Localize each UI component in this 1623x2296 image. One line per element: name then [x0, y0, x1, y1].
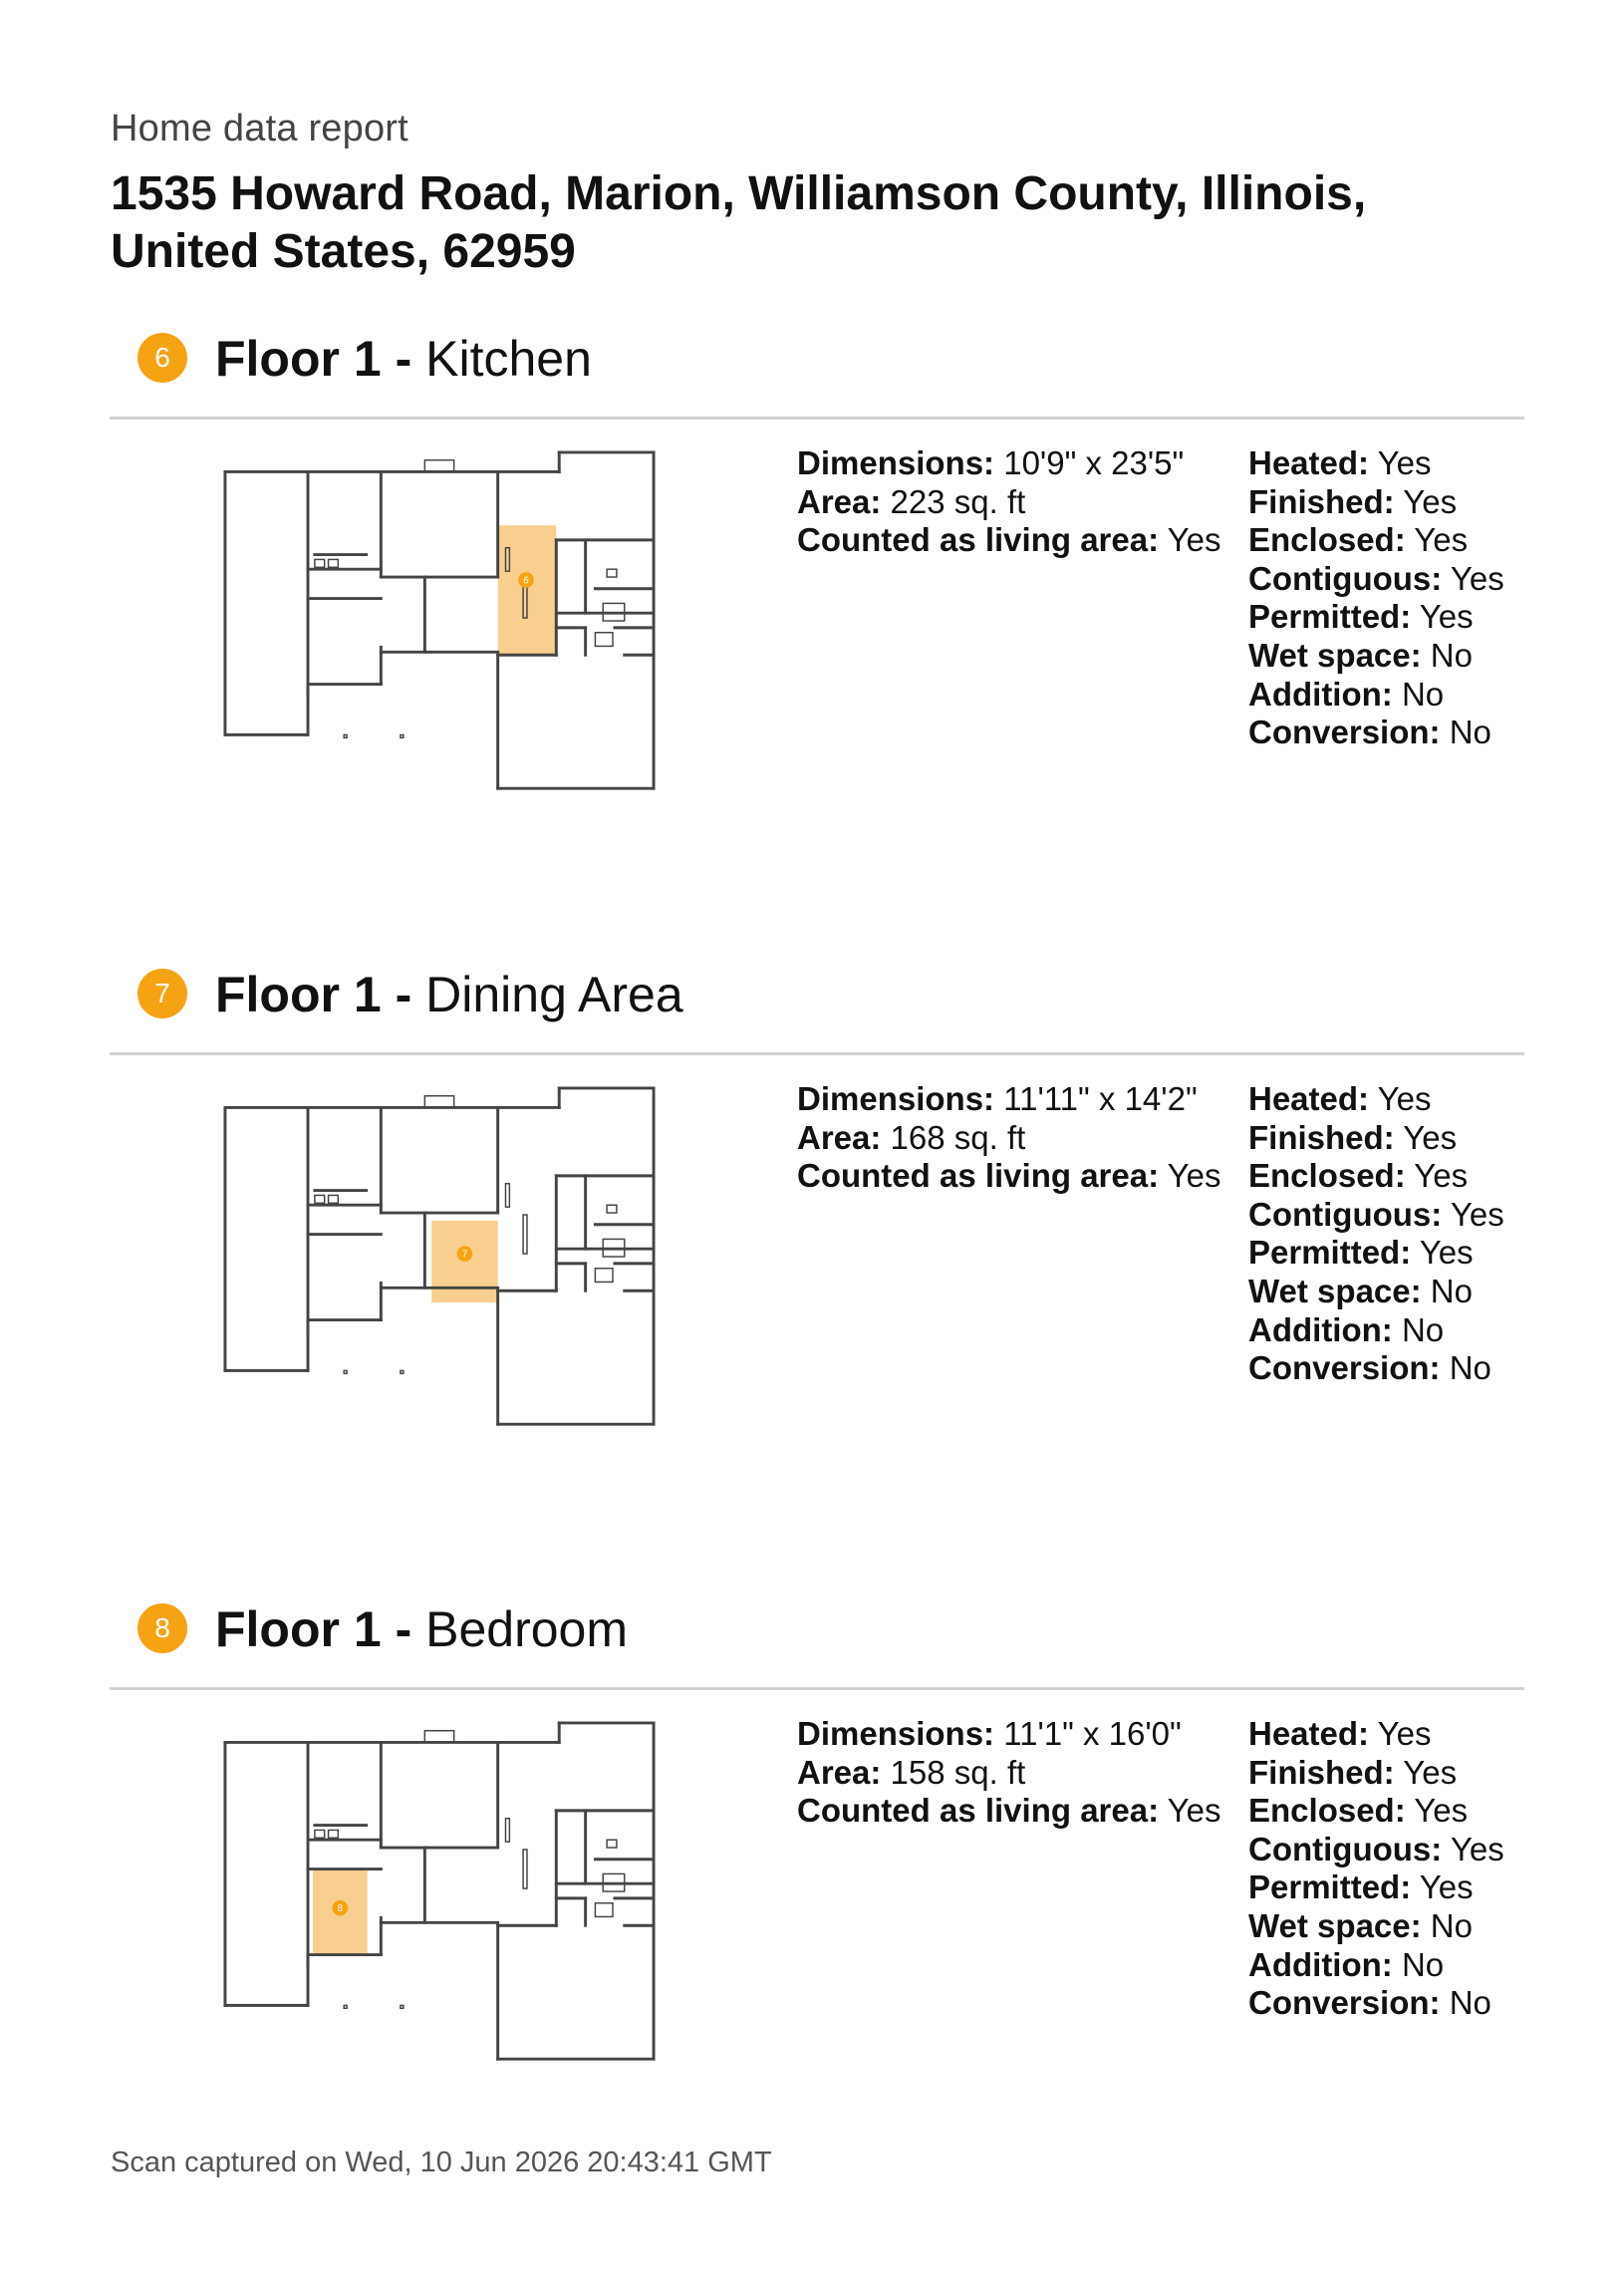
floor-plan	[221, 1084, 658, 1431]
fixture-mark	[315, 1830, 325, 1838]
room-floor: Floor 1	[215, 967, 382, 1022]
heated-value: Yes	[1377, 1715, 1432, 1752]
permitted-value: Yes	[1419, 1234, 1474, 1272]
fixture-mark	[505, 1819, 509, 1842]
addition-label: Addition:	[1248, 1945, 1393, 1983]
conversion-value: No	[1449, 714, 1491, 751]
fixture-mark	[401, 1370, 404, 1373]
contiguous-row	[1248, 1831, 1504, 1869]
room-section-dining-area	[0, 963, 1623, 1561]
enclosed-row	[1248, 1792, 1504, 1831]
enclosed-row	[1248, 521, 1504, 560]
fixture-mark	[344, 734, 347, 737]
living-area-value: Yes	[1167, 1792, 1221, 1830]
room-floor: Floor 1	[215, 331, 382, 387]
area-row	[797, 1119, 1221, 1158]
fixture-mark	[424, 1731, 453, 1743]
room-marker-label: 6	[523, 575, 529, 587]
fixture-mark	[607, 1840, 617, 1848]
room-marker-label: 8	[337, 1903, 344, 1915]
highlighted-room	[431, 1221, 497, 1302]
finished-row	[1248, 1754, 1504, 1793]
fixture-mark	[344, 2005, 347, 2008]
fixture-mark	[329, 1830, 339, 1838]
room-attributes	[1248, 1080, 1504, 1388]
room-marker-label: 7	[461, 1249, 468, 1261]
section-divider	[110, 1052, 1524, 1055]
wet-space-label: Wet space:	[1248, 636, 1422, 674]
permitted-row	[1248, 598, 1504, 637]
fixture-mark	[315, 559, 325, 567]
area-value: 158 sq. ft	[890, 1753, 1026, 1791]
wet-space-label: Wet space:	[1248, 1906, 1422, 1944]
dimensions-row	[797, 1715, 1221, 1754]
fixture-mark	[523, 1850, 527, 1888]
heated-label: Heated:	[1248, 1080, 1370, 1117]
conversion-row	[1248, 1349, 1504, 1388]
enclosed-value: Yes	[1414, 1792, 1469, 1830]
conversion-label: Conversion:	[1248, 714, 1441, 751]
fixture-mark	[505, 1184, 509, 1207]
area-row	[797, 483, 1221, 522]
finished-label: Finished:	[1248, 1118, 1395, 1156]
permitted-label: Permitted:	[1248, 1868, 1412, 1906]
dimensions-row	[797, 1080, 1221, 1119]
enclosed-label: Enclosed:	[1248, 521, 1406, 559]
title-separator: -	[381, 967, 426, 1022]
fixture-mark	[595, 1903, 613, 1917]
room-title	[215, 327, 592, 391]
living-area-label: Counted as living area:	[797, 1157, 1160, 1195]
area-value: 223 sq. ft	[890, 482, 1026, 520]
finished-label: Finished:	[1248, 482, 1395, 520]
fixture-mark	[595, 633, 613, 647]
permitted-row	[1248, 1234, 1504, 1273]
enclosed-label: Enclosed:	[1248, 1792, 1406, 1830]
contiguous-value: Yes	[1450, 1195, 1504, 1233]
addition-row	[1248, 1311, 1504, 1350]
contiguous-label: Contiguous:	[1248, 1195, 1443, 1233]
enclosed-value: Yes	[1414, 1157, 1469, 1195]
dimensions-label: Dimensions:	[797, 1080, 995, 1117]
dimensions-label: Dimensions:	[797, 444, 995, 481]
living-area-row	[797, 1157, 1221, 1196]
living-area-value: Yes	[1167, 1157, 1221, 1195]
addition-value: No	[1401, 1945, 1445, 1983]
finished-row	[1248, 1119, 1504, 1158]
conversion-value: No	[1449, 1349, 1491, 1387]
room-floor: Floor 1	[215, 1601, 382, 1657]
area-row	[797, 1754, 1221, 1793]
wet-space-row	[1248, 1273, 1504, 1311]
addition-value: No	[1401, 675, 1445, 713]
enclosed-value: Yes	[1414, 521, 1469, 559]
title-separator: -	[381, 1601, 426, 1657]
permitted-label: Permitted:	[1248, 598, 1412, 636]
conversion-row	[1248, 1984, 1504, 2023]
floor-plan	[221, 1719, 658, 2066]
room-number-badge: 7	[137, 969, 187, 1018]
room-section-kitchen	[0, 327, 1623, 925]
title-separator: -	[381, 331, 426, 387]
permitted-label: Permitted:	[1248, 1234, 1412, 1272]
heated-row	[1248, 1715, 1504, 1754]
wet-space-label: Wet space:	[1248, 1272, 1422, 1309]
wet-space-row	[1248, 637, 1504, 676]
dimensions-value: 10'9" x 23'5"	[1003, 444, 1185, 481]
room-attributes	[1248, 444, 1504, 752]
addition-row	[1248, 676, 1504, 715]
heated-row	[1248, 1080, 1504, 1119]
heated-value: Yes	[1377, 444, 1432, 481]
room-name: Kitchen	[425, 331, 592, 387]
scan-timestamp: Scan captured on Wed, 10 Jun 2026 20:43:41 GMT	[111, 2147, 772, 2178]
area-label: Area:	[797, 1753, 882, 1791]
finished-value: Yes	[1403, 1118, 1458, 1156]
fixture-mark	[401, 2005, 404, 2008]
room-section-bedroom	[0, 1597, 1623, 2195]
living-area-label: Counted as living area:	[797, 1792, 1160, 1830]
conversion-row	[1248, 714, 1504, 752]
fixture-mark	[315, 1195, 325, 1203]
contiguous-row	[1248, 1196, 1504, 1235]
conversion-label: Conversion:	[1248, 1349, 1441, 1387]
living-area-label: Counted as living area:	[797, 521, 1160, 559]
room-name: Bedroom	[425, 1601, 629, 1657]
fixture-mark	[595, 1269, 613, 1283]
area-label: Area:	[797, 482, 882, 520]
living-area-row	[797, 1792, 1221, 1831]
fixture-mark	[607, 1205, 617, 1213]
room-number-badge: 6	[137, 333, 187, 383]
addition-label: Addition:	[1248, 1310, 1393, 1348]
fixture-mark	[344, 1370, 347, 1373]
floor-plan-drawing	[221, 1719, 658, 2066]
dimensions-value: 11'1" x 16'0"	[1003, 1715, 1182, 1752]
fixture-mark	[607, 569, 617, 577]
finished-value: Yes	[1403, 1753, 1458, 1791]
wet-space-value: No	[1430, 1906, 1473, 1944]
room-number-badge: 8	[137, 1603, 187, 1653]
heated-label: Heated:	[1248, 1715, 1370, 1752]
floor-plan-drawing	[221, 1084, 658, 1431]
contiguous-value: Yes	[1450, 1830, 1504, 1867]
area-value: 168 sq. ft	[890, 1118, 1026, 1156]
fixture-mark	[424, 1096, 453, 1108]
dimensions-label: Dimensions:	[797, 1715, 995, 1752]
living-area-row	[797, 521, 1221, 560]
conversion-label: Conversion:	[1248, 1984, 1441, 2022]
addition-label: Addition:	[1248, 675, 1393, 713]
fixture-mark	[329, 1195, 339, 1203]
finished-label: Finished:	[1248, 1753, 1395, 1791]
section-divider	[110, 417, 1524, 420]
enclosed-row	[1248, 1157, 1504, 1196]
fixture-mark	[401, 734, 404, 737]
finished-value: Yes	[1403, 482, 1458, 520]
room-measurements	[797, 1715, 1221, 1831]
room-measurements	[797, 444, 1221, 560]
area-label: Area:	[797, 1118, 882, 1156]
heated-row	[1248, 444, 1504, 483]
fixture-mark	[424, 460, 453, 472]
heated-label: Heated:	[1248, 444, 1370, 481]
floor-plan	[221, 448, 658, 795]
finished-row	[1248, 483, 1504, 522]
contiguous-row	[1248, 560, 1504, 599]
contiguous-value: Yes	[1450, 559, 1504, 597]
permitted-row	[1248, 1868, 1504, 1907]
property-address: 1535 Howard Road, Marion, Williamson County, Illinois, United States, 62959	[111, 167, 1367, 278]
wet-space-value: No	[1430, 1272, 1473, 1309]
wet-space-value: No	[1430, 636, 1473, 674]
living-area-value: Yes	[1167, 521, 1221, 559]
room-attributes	[1248, 1715, 1504, 2023]
section-divider	[110, 1687, 1524, 1690]
addition-row	[1248, 1946, 1504, 1985]
dimensions-row	[797, 444, 1221, 483]
conversion-value: No	[1449, 1984, 1491, 2022]
permitted-value: Yes	[1419, 598, 1474, 636]
fixture-mark	[329, 559, 339, 567]
heated-value: Yes	[1377, 1080, 1432, 1117]
contiguous-label: Contiguous:	[1248, 1830, 1443, 1867]
report-label: Home data report	[111, 108, 408, 149]
room-name: Dining Area	[425, 967, 683, 1022]
enclosed-label: Enclosed:	[1248, 1157, 1406, 1195]
addition-value: No	[1401, 1310, 1445, 1348]
room-title	[215, 1597, 628, 1661]
floor-plan-drawing	[221, 448, 658, 795]
fixture-mark	[523, 1215, 527, 1254]
wet-space-row	[1248, 1907, 1504, 1946]
room-title	[215, 963, 683, 1026]
room-measurements	[797, 1080, 1221, 1196]
contiguous-label: Contiguous:	[1248, 559, 1443, 597]
permitted-value: Yes	[1419, 1868, 1474, 1906]
dimensions-value: 11'11" x 14'2"	[1003, 1080, 1198, 1117]
